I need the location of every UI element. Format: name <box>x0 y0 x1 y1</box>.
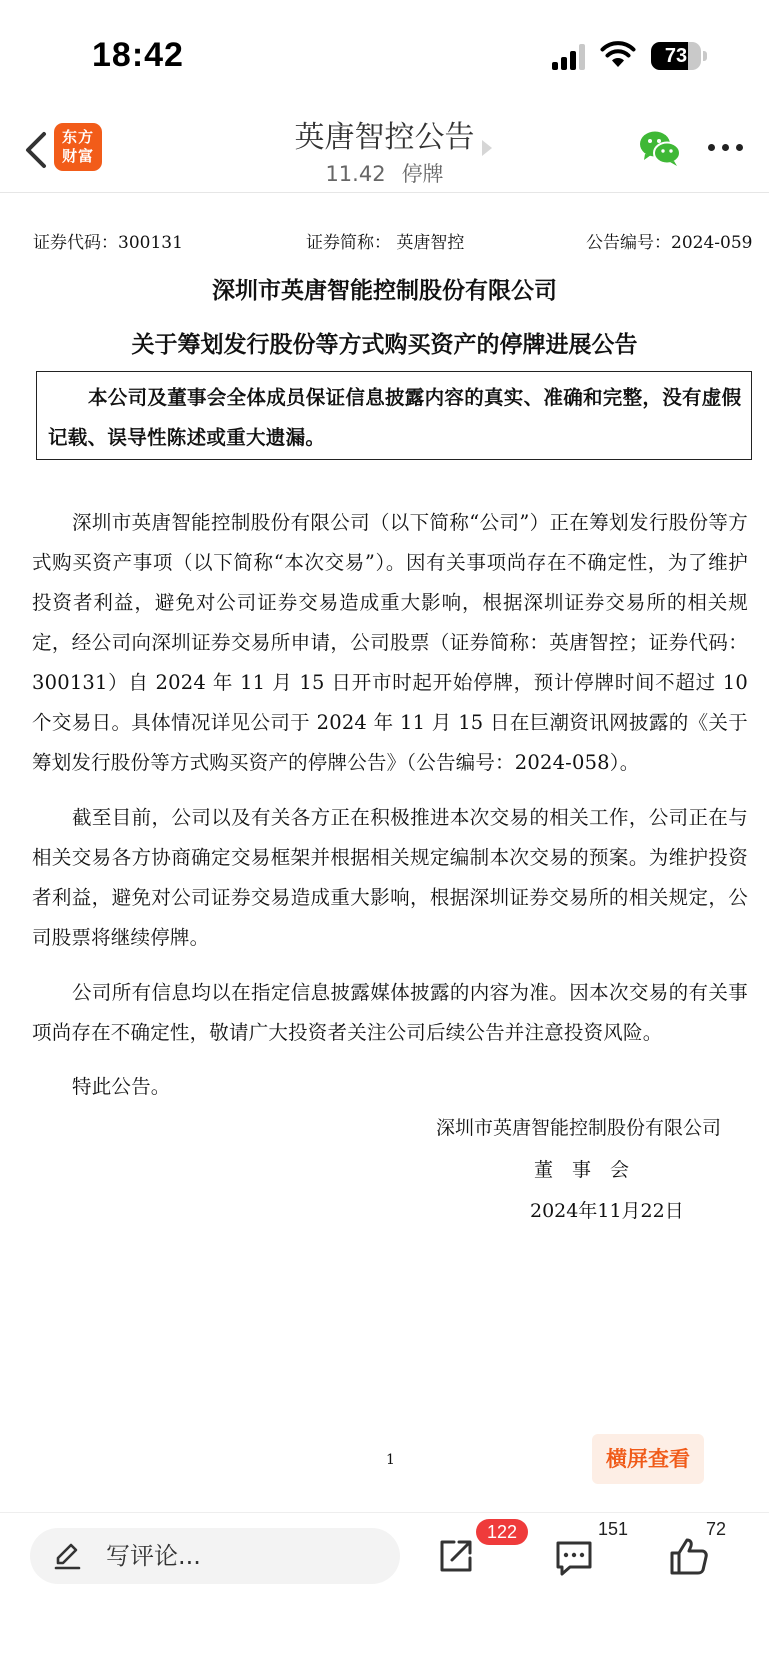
landscape-view-button[interactable]: 横屏查看 <box>592 1434 704 1484</box>
page-number: 1 <box>386 1452 395 1468</box>
battery-cap <box>703 51 707 61</box>
notice-box-text: 本公司及董事会全体成员保证信息披露内容的真实、准确和完整，没有虚假记载、误导性陈述或重大遗漏。 <box>48 386 742 449</box>
signature-date: 2024年11月22日 <box>530 1200 684 1222</box>
share-count-badge: 122 <box>476 1519 528 1545</box>
document-title-line2: 关于筹划发行股份等方式购买资产的停牌进展公告 <box>131 331 638 358</box>
play-arrow-icon[interactable] <box>482 140 492 156</box>
signature-board: 董 事 会 <box>534 1159 630 1181</box>
like-count: 72 <box>706 1519 727 1539</box>
nav-divider <box>0 192 769 193</box>
logo-text-line1: 东方 <box>61 128 94 146</box>
paragraph-2: 截至目前，公司以及有关各方正在积极推进本次交易的相关工作，公司正在与相关交易各方协商确定交易框架并根据相关规定编制本次交易的预案。为维护投资者利益，避免对公司证券交易造成重大影响，根据深圳证券交易所的相关规定，公司股票将继续停牌。 <box>32 806 748 949</box>
wechat-icon[interactable] <box>638 128 682 168</box>
bottom-bar-divider <box>0 1512 769 1513</box>
comment-placeholder[interactable]: 写评论... <box>106 1542 201 1570</box>
wifi-icon <box>600 40 636 68</box>
signature-company: 深圳市英唐智能控制股份有限公司 <box>436 1117 722 1139</box>
battery-icon <box>651 42 701 70</box>
comment-count: 151 <box>598 1519 629 1539</box>
paragraph-1: 深圳市英唐智能控制股份有限公司（以下简称“公司”）正在筹划发行股份等方式购买资产事项（以下简称“本次交易”）。因有关事项尚存在不确定性，为了维护投资者利益，避免对公司证券交易造成重大影响，根据深圳证券交易所的相关规定，经公司向深圳证券交易所申请，公司股票（证券简称：英唐智控；证券代码：300131）自 2024 年 11 月 15 日开市时起开始停牌，预计停牌时间不超过 10 个交易日。具体情况详见公司于 2024 年 11 月 15 日在巨潮资讯网披露的《关于筹划发行股份等方式购买资产的停牌公告》（公告编号：2024-058）。 <box>32 511 748 774</box>
share-icon[interactable] <box>436 1536 476 1576</box>
securities-code: 证券代码：300131 <box>33 233 183 253</box>
securities-short-name: 证券简称： 英唐智控 <box>306 233 465 253</box>
thumbs-up-icon[interactable] <box>668 1535 710 1577</box>
stock-price: 11.42 <box>325 162 386 186</box>
status-time: 18:42 <box>92 36 184 74</box>
paragraph-4: 特此公告。 <box>72 1075 171 1098</box>
pen-icon <box>52 1541 82 1571</box>
comment-icon[interactable] <box>553 1538 595 1578</box>
notice-number: 公告编号：2024-059 <box>586 233 753 253</box>
document-title-line1: 深圳市英唐智能控制股份有限公司 <box>212 277 557 304</box>
logo-text-line2: 财富 <box>61 147 94 165</box>
page-title[interactable]: 英唐智控公告 <box>294 120 475 155</box>
cellular-signal-icon <box>552 44 586 70</box>
battery-level: 73 <box>664 45 688 67</box>
more-horizontal-icon[interactable] <box>708 144 744 152</box>
paragraph-3: 公司所有信息均以在指定信息披露媒体披露的内容为准。因本次交易的有关事项尚存在不确定性，敬请广大投资者关注公司后续公告并注意投资风险。 <box>32 981 748 1044</box>
trading-status: 停牌 <box>401 162 444 186</box>
comment-input[interactable] <box>30 1528 400 1584</box>
